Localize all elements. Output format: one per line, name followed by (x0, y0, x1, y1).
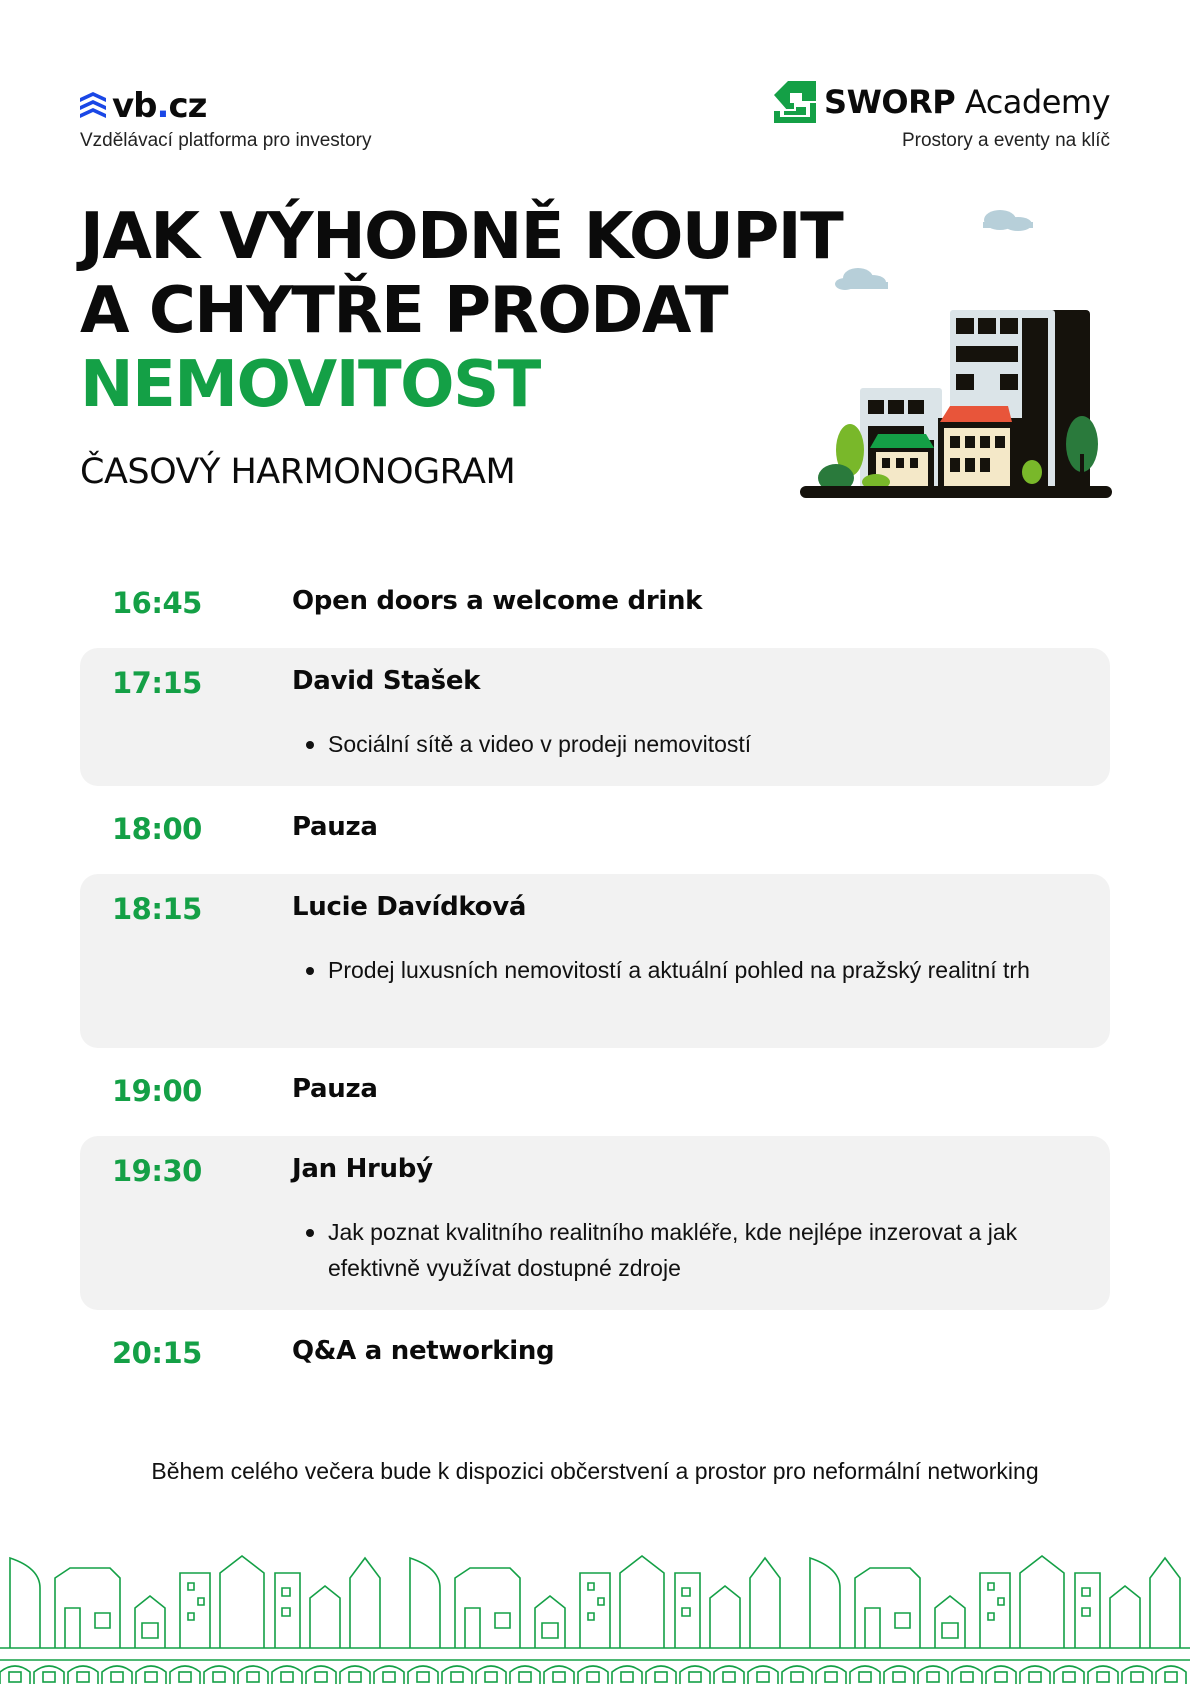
schedule-label: Jan Hrubý (292, 1154, 433, 1184)
sworp-logo-icon (774, 81, 816, 123)
page-title (80, 200, 843, 422)
schedule-time: 16:45 (112, 586, 202, 620)
buildings-illustration (800, 200, 1112, 502)
sworp-tagline: Prostory a eventy na klíč (901, 130, 1110, 151)
schedule (80, 568, 1110, 1398)
schedule-row (80, 1318, 1110, 1398)
sworp-logo (774, 78, 1110, 152)
schedule-row (80, 648, 1110, 786)
schedule-time: 18:00 (112, 812, 202, 846)
schedule-label: David Stašek (292, 666, 481, 696)
header (80, 83, 1110, 156)
schedule-row (80, 1056, 1110, 1136)
title-line-3: NEMOVITOST (80, 348, 540, 422)
schedule-time: 20:15 (112, 1336, 202, 1370)
schedule-description: Jak poznat kvalitního realitního makléře, kde nejlépe inzerovat a jak efektivně využívat dostupné zdroje (328, 1214, 1090, 1286)
title-line-2: A CHYTŘE PRODAT (80, 274, 728, 348)
schedule-row (80, 1136, 1110, 1310)
schedule-row (80, 874, 1110, 1048)
schedule-time: 19:00 (112, 1074, 202, 1108)
subtitle: ČASOVÝ HARMONOGRAM (80, 452, 516, 492)
schedule-row (80, 568, 1110, 648)
schedule-time: 19:30 (112, 1154, 202, 1188)
footer-note: Během celého večera bude k dispozici občerstvení a prostor pro neformální networking (151, 1458, 1039, 1484)
schedule-time: 17:15 (112, 666, 202, 700)
vb-logo-text: vb.cz (112, 86, 207, 126)
schedule-row (80, 794, 1110, 874)
schedule-time: 18:15 (112, 892, 202, 926)
schedule-description: Prodej luxusních nemovitostí a aktuální pohled na pražský realitní trh (328, 952, 1090, 988)
schedule-label: Pauza (292, 1074, 378, 1104)
schedule-label: Open doors a welcome drink (292, 586, 703, 616)
sworp-logo-text: SWORP Academy (824, 83, 1110, 121)
schedule-label: Pauza (292, 812, 378, 842)
vb-tagline: Vzdělávací platforma pro investory (80, 130, 372, 151)
schedule-description: Sociální sítě a video v prodeji nemovitostí (328, 726, 1090, 762)
vb-logo-icon (80, 92, 106, 120)
skyline-decoration (0, 1548, 1190, 1684)
vb-logo (80, 86, 371, 152)
schedule-label: Lucie Davídková (292, 892, 527, 922)
schedule-label: Q&A a networking (292, 1336, 555, 1366)
title-line-1: JAK VÝHODNĚ KOUPIT (80, 200, 843, 274)
